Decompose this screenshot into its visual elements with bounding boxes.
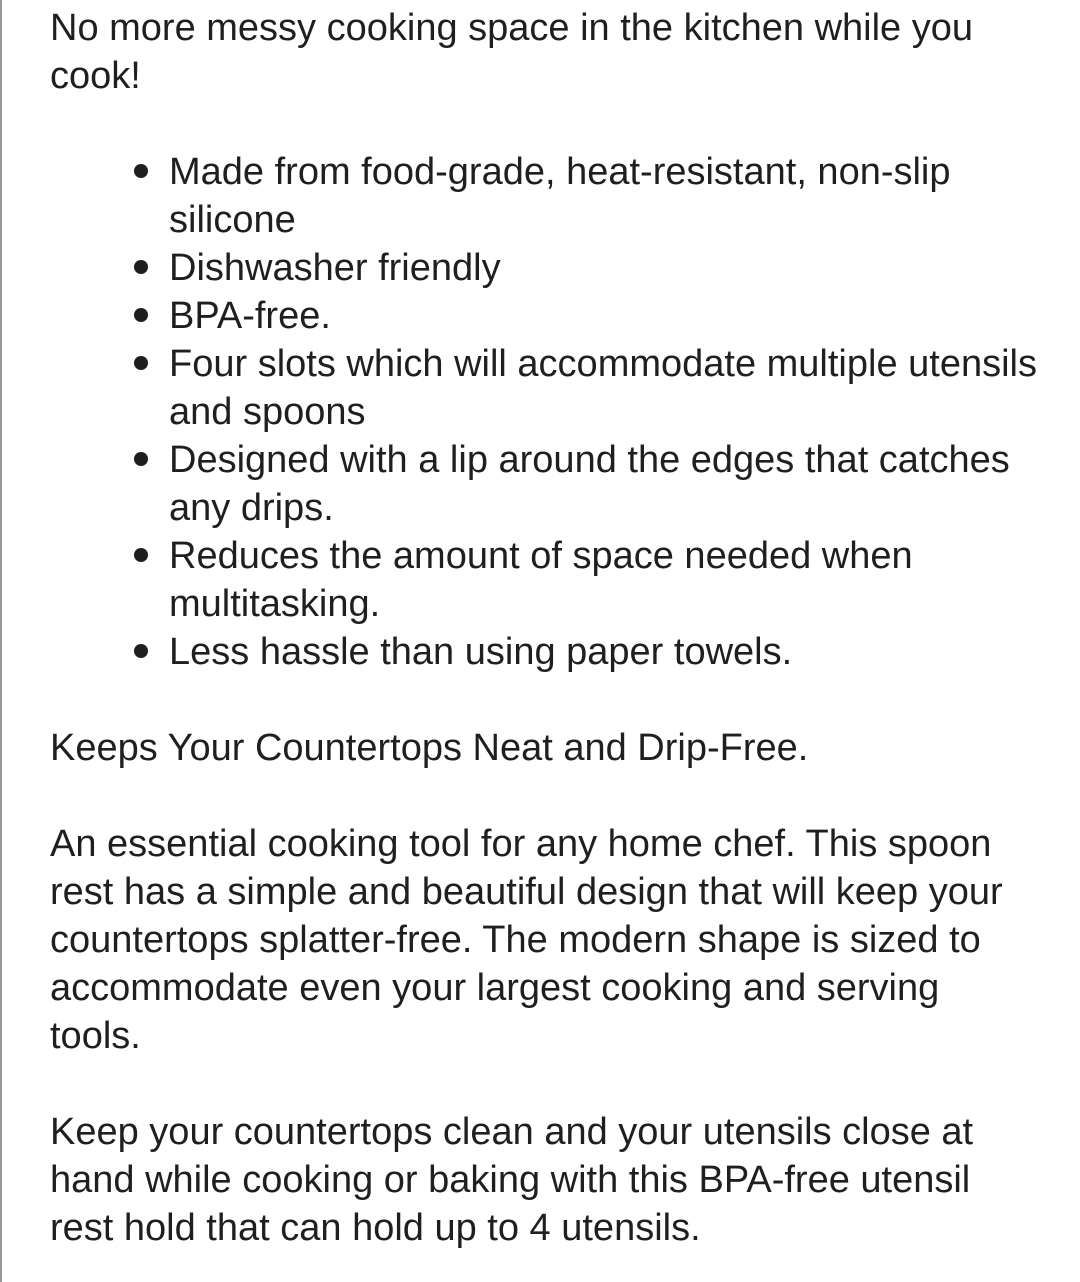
feature-item bbox=[169, 340, 1040, 436]
intro-text: No more messy cooking space in the kitchen while you cook! bbox=[50, 7, 974, 97]
feature-text: BPA-free. bbox=[169, 295, 331, 337]
bullet-icon bbox=[134, 164, 148, 178]
bullet-icon bbox=[134, 644, 148, 658]
feature-item bbox=[169, 436, 1040, 532]
bullet-icon bbox=[134, 356, 148, 370]
feature-text: Four slots which will accommodate multiple utensils and spoons bbox=[169, 343, 1037, 433]
feature-text: Made from food-grade, heat-resistant, non-slip silicone bbox=[169, 151, 951, 241]
feature-list bbox=[50, 148, 1040, 676]
feature-text: Dishwasher friendly bbox=[169, 247, 501, 289]
feature-item bbox=[169, 532, 1040, 628]
feature-item bbox=[169, 244, 1040, 292]
feature-text: Designed with a lip around the edges that catches any drips. bbox=[169, 439, 1010, 529]
feature-text: Reduces the amount of space needed when multitasking. bbox=[169, 535, 913, 625]
feature-text: Less hassle than using paper towels. bbox=[169, 631, 793, 673]
bullet-icon bbox=[134, 548, 148, 562]
product-description bbox=[50, 4, 1040, 1252]
feature-item bbox=[169, 628, 1040, 676]
feature-item bbox=[169, 292, 1040, 340]
bullet-icon bbox=[134, 452, 148, 466]
left-border bbox=[0, 0, 2, 1282]
closing-text: Keep your countertops clean and your utensils close at hand while cooking or baking with this BPA-free utensil rest hold that can hold up to 4 utensils. bbox=[50, 1111, 974, 1249]
bullet-icon bbox=[134, 260, 148, 274]
bullet-icon bbox=[134, 308, 148, 322]
description-text: An essential cooking tool for any home chef. This spoon rest has a simple and beautiful design that will keep your countertops splatter-free. The modern shape is sized to accommodate even your largest cooking and serving tools. bbox=[50, 823, 1003, 1057]
feature-item bbox=[169, 148, 1040, 244]
tagline-text: Keeps Your Countertops Neat and Drip-Free. bbox=[50, 727, 809, 769]
